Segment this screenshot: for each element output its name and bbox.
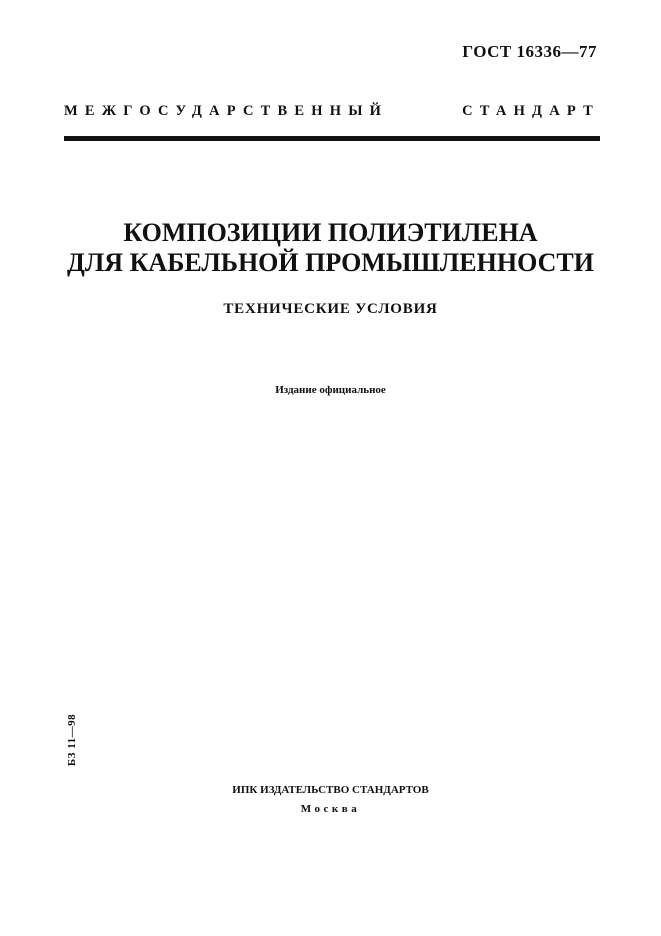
edition-note: Издание официальное [275, 384, 386, 396]
document-title [40, 218, 621, 278]
title-line-1: КОМПОЗИЦИИ ПОЛИЭТИЛЕНА [123, 218, 538, 247]
publisher-city: Москва [300, 803, 361, 815]
title-line-2: ДЛЯ КАБЕЛЬНОЙ ПРОМЫШЛЕННОСТИ [67, 248, 594, 277]
side-code [60, 700, 84, 780]
side-code-text: БЗ 11—98 [66, 713, 78, 767]
publisher-name: ИПК ИЗДАТЕЛЬСТВО СТАНДАРТОВ [232, 784, 429, 796]
header-divider [64, 136, 600, 141]
standard-type-heading: МЕЖГОСУДАРСТВЕННЫЙ СТАНДАРТ [64, 103, 600, 119]
document-subtitle: ТЕХНИЧЕСКИЕ УСЛОВИЯ [223, 301, 438, 317]
document-code: ГОСТ 16336—77 [462, 42, 597, 61]
